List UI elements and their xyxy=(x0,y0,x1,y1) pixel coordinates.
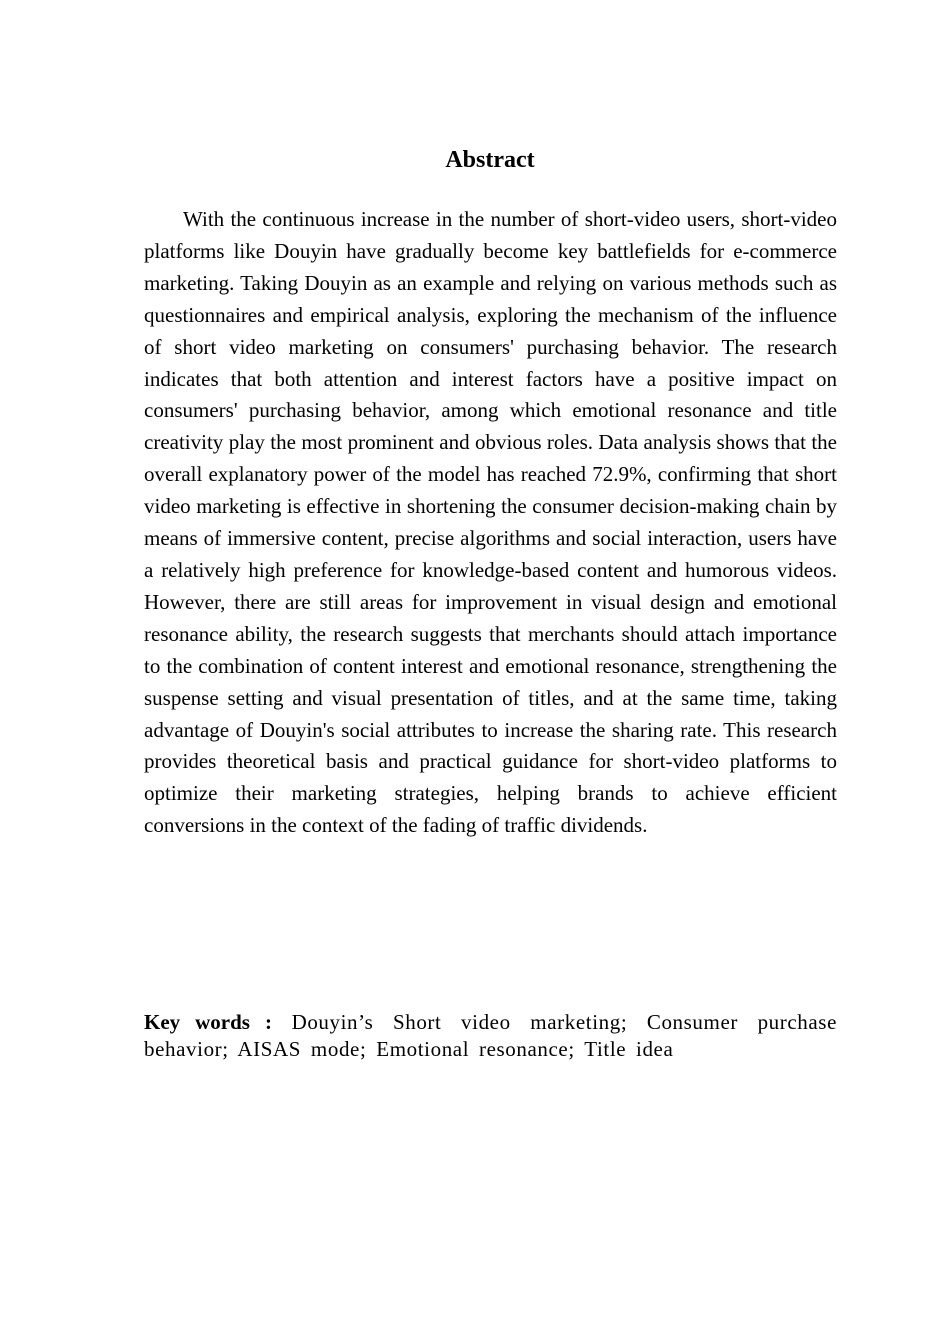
keywords-label: Key words : xyxy=(144,1010,272,1034)
abstract-title: Abstract xyxy=(445,147,535,173)
keywords-section xyxy=(144,1009,837,1063)
abstract-paragraph: With the continuous increase in the number of short-video users, short-video platforms like Douyin have gradually become key battlefields for e-commerce marketing. Taking Douyin as an example and relying on various methods such as questionnaires and empirical analysis, exploring the mechanism of the influence of short video marketing on consumers' purchasing behavior. The research indicates that both attention and interest factors have a positive impact on consumers' purchasing behavior, among which emotional resonance and title creativity play the most prominent and obvious roles. Data analysis shows that the overall explanatory power of the model has reached 72.9%, confirming that short video marketing is effective in shortening the consumer decision-making chain by means of immersive content, precise algorithms and social interaction, users have a relatively high preference for knowledge-based content and humorous videos. However, there are still areas for improvement in visual design and emotional resonance ability, the research suggests that merchants should attach importance to the combination of content interest and emotional resonance, strengthening the suspense setting and visual presentation of titles, and at the same time, taking advantage of Douyin's social attributes to increase the sharing rate. This research provides theoretical basis and practical guidance for short-video platforms to optimize their marketing strategies, helping brands to achieve efficient conversions in the context of the fading of traffic dividends. xyxy=(144,207,837,838)
keywords-list: Douyin’s Short video marketing; Consumer purchase behavior; AISAS mode; Emotional resonance; Title idea xyxy=(144,1010,837,1061)
